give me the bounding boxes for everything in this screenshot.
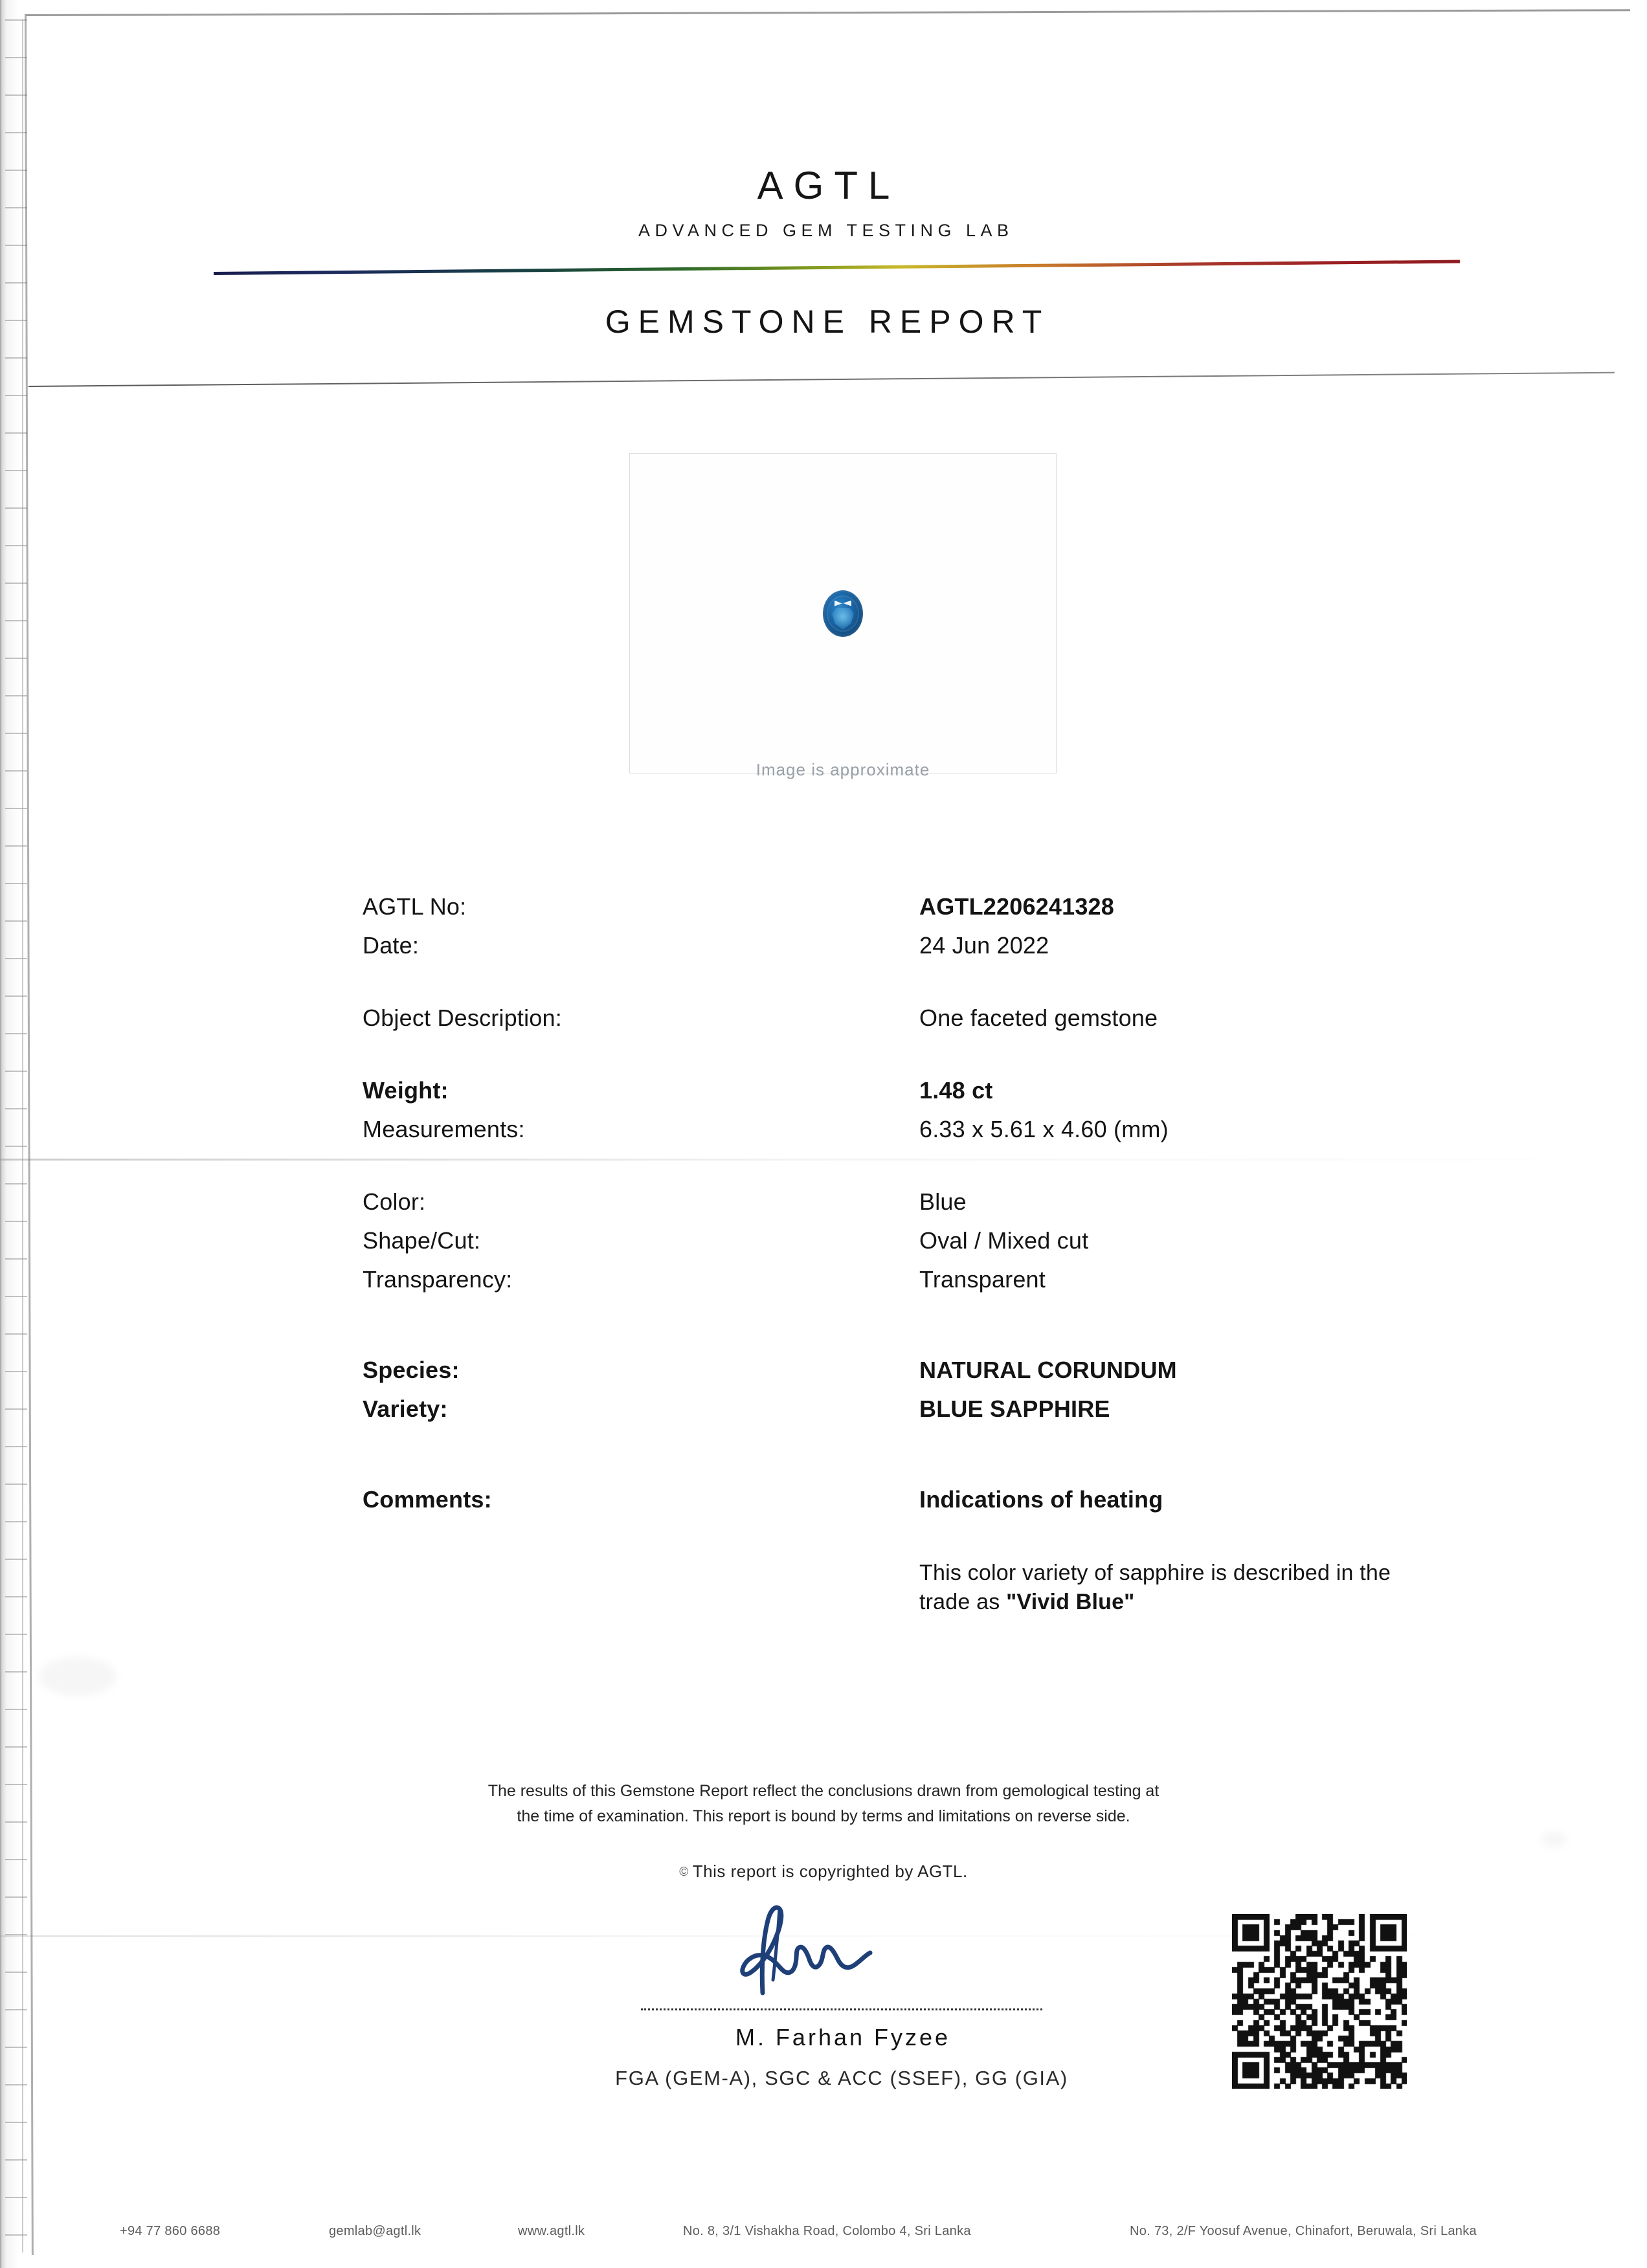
copyright-text: This report is copyrighted by AGTL. xyxy=(692,1862,968,1881)
field-label: Transparency: xyxy=(363,1266,513,1293)
signatory-name: M. Farhan Fyzee xyxy=(735,2024,951,2051)
field-label: Species: xyxy=(363,1357,460,1383)
field-label: Date: xyxy=(363,932,420,959)
field-value: AGTL2206241328 xyxy=(919,893,1114,920)
field-label: Variety: xyxy=(363,1395,448,1422)
page-title: GEMSTONE REPORT xyxy=(605,304,1050,340)
brand-title: AGTL xyxy=(757,164,901,207)
field-row-date xyxy=(363,932,1463,959)
field-row-object-description xyxy=(363,1005,1463,1032)
footer-phone: +94 77 860 6688 xyxy=(120,2224,221,2238)
comment-note-line2 xyxy=(919,1588,1463,1617)
field-row-agtl-no xyxy=(363,893,1463,920)
field-value: 24 Jun 2022 xyxy=(919,932,1049,959)
field-value: 1.48 ct xyxy=(919,1077,993,1104)
disclaimer-text xyxy=(0,1779,1647,1829)
field-label: Weight: xyxy=(363,1077,449,1104)
field-row-species xyxy=(363,1357,1463,1384)
gem-photo-frame xyxy=(629,453,1057,773)
field-label: Comments: xyxy=(363,1486,492,1513)
field-row-color xyxy=(363,1188,1463,1216)
field-label: Color: xyxy=(363,1188,426,1215)
field-label: Object Description: xyxy=(363,1005,562,1031)
field-row-comments xyxy=(363,1486,1463,1513)
gem-image-caption: Image is approximate xyxy=(756,760,930,779)
disclaimer-line-2: the time of examination. This report is bound by terms and limitations on reverse side. xyxy=(517,1807,1130,1825)
footer-email[interactable]: gemlab@agtl.lk xyxy=(329,2224,421,2238)
scan-binding-holes xyxy=(5,19,27,2252)
brand-subtitle: ADVANCED GEM TESTING LAB xyxy=(638,221,1014,240)
field-label: AGTL No: xyxy=(363,893,467,920)
field-value: 6.33 x 5.61 x 4.60 (mm) xyxy=(919,1116,1169,1142)
qr-code[interactable] xyxy=(1232,1914,1407,2089)
gemstone-image xyxy=(823,590,863,637)
field-value: NATURAL CORUNDUM xyxy=(919,1357,1177,1383)
footer-address-beruwala: No. 73, 2/F Yoosuf Avenue, Chinafort, Beruwala, Sri Lanka xyxy=(1130,2224,1477,2238)
footer-address-colombo: No. 8, 3/1 Vishakha Road, Colombo 4, Sri Lanka xyxy=(683,2224,971,2238)
report-header xyxy=(0,0,1647,241)
signature-line xyxy=(641,2008,1042,2010)
comment-note-line1: This color variety of sapphire is described in the xyxy=(919,1561,1391,1585)
field-row-weight xyxy=(363,1077,1463,1104)
report-fields xyxy=(363,893,1463,1617)
field-value: Indications of heating xyxy=(919,1486,1163,1513)
copyright-icon: © xyxy=(679,1865,689,1879)
field-row-shape-cut xyxy=(363,1227,1463,1254)
disclaimer-line-1: The results of this Gemstone Report reflect the conclusions drawn from gemological testing at xyxy=(487,1782,1160,1800)
footer-website[interactable]: www.agtl.lk xyxy=(518,2224,585,2238)
comment-note-quoted: "Vivid Blue" xyxy=(1006,1589,1135,1614)
field-value: One faceted gemstone xyxy=(919,1005,1158,1031)
field-value: BLUE SAPPHIRE xyxy=(919,1395,1110,1422)
comment-note xyxy=(919,1559,1463,1617)
field-label: Measurements: xyxy=(363,1116,525,1142)
field-value: Transparent xyxy=(919,1266,1046,1293)
comment-note-prefix: trade as xyxy=(919,1589,1007,1614)
field-row-measurements xyxy=(363,1116,1463,1143)
field-row-transparency xyxy=(363,1266,1463,1293)
field-value: Blue xyxy=(919,1188,967,1215)
field-label: Shape/Cut: xyxy=(363,1227,481,1254)
comment-note-row xyxy=(363,1559,1463,1617)
copyright-notice xyxy=(0,1862,1647,1882)
field-row-variety xyxy=(363,1395,1463,1423)
signatory-credentials: FGA (GEM-A), SGC & ACC (SSEF), GG (GIA) xyxy=(615,2067,1068,2089)
field-value: Oval / Mixed cut xyxy=(919,1227,1089,1254)
